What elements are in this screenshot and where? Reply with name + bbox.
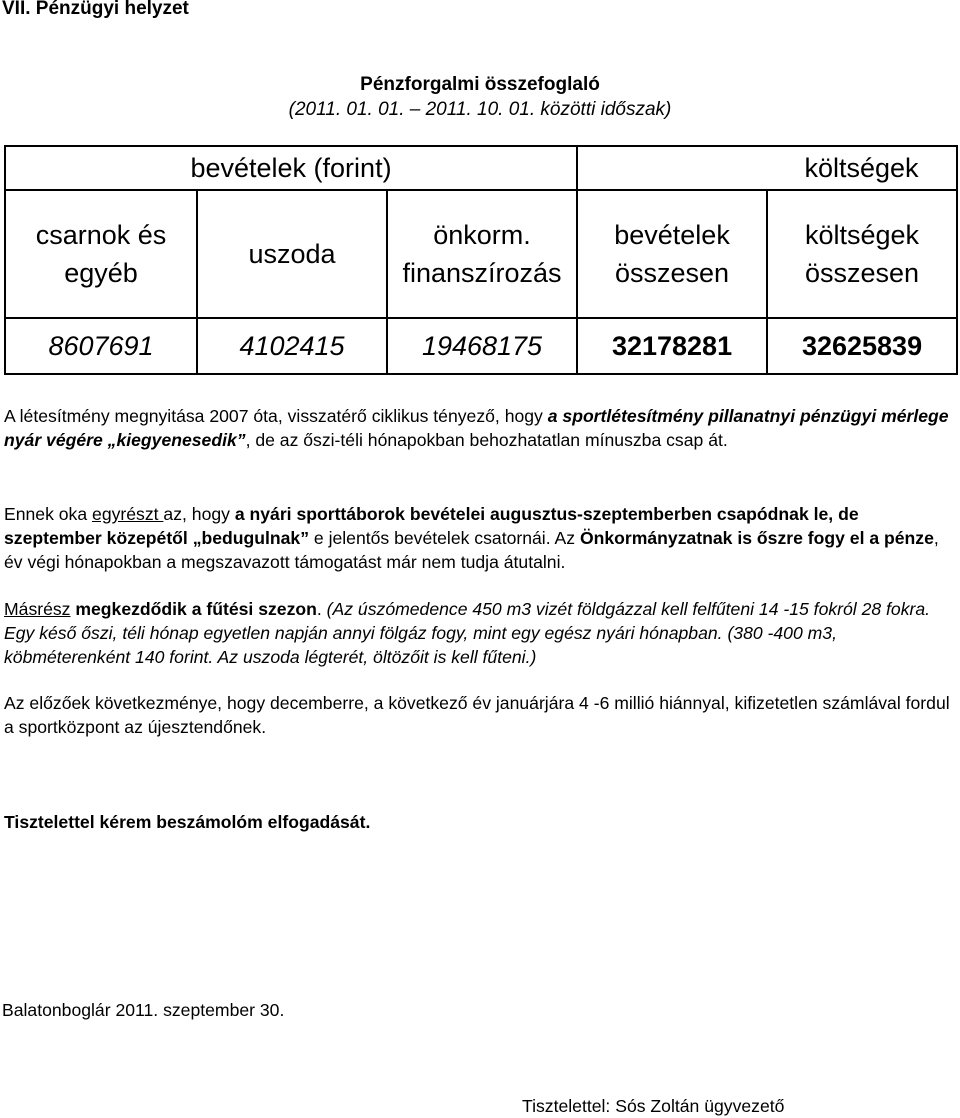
underlined-text: egyrészt bbox=[92, 504, 164, 524]
value-hall: 8607691 bbox=[5, 318, 197, 374]
col-header-gov-line1: önkorm. bbox=[433, 220, 531, 250]
table-row bbox=[5, 318, 957, 374]
col-header-pool: uszoda bbox=[197, 190, 387, 318]
col-header-income-total-line1: bevételek bbox=[614, 220, 730, 250]
text: A létesítmény megnyitása 2007 óta, visszatérő ciklikus tényező, hogy bbox=[4, 406, 548, 426]
emphasis: a nyári sporttáborok bevételei augusztus-szeptemberben csapódnak le, de szeptember közepétől „bedugulnak” bbox=[4, 504, 859, 548]
empty-cell bbox=[577, 146, 767, 190]
col-header-hall-line2: egyéb bbox=[64, 258, 138, 288]
text: , de az őszi-téli hónapokban behozhatatlan mínuszba csap át. bbox=[245, 430, 728, 450]
paragraph-cycle bbox=[4, 404, 956, 452]
value-pool: 4102415 bbox=[197, 318, 387, 374]
col-header-gov bbox=[387, 190, 577, 318]
summary-period: (2011. 01. 01. – 2011. 10. 01. közötti időszak) bbox=[288, 99, 672, 120]
italic-note: (Az úszómedence 450 m3 vizét földgázzal kell felfűteni 14 -15 fokról 28 fokra. Egy késő őszi, téli hónap egyetlen napján annyi fölgáz fogy, mint egy egész nyári hónapban. (380 -400 m3, köbméterenként 140 forint. Az uszoda légterét, öltözőit is kell fűteni.) bbox=[4, 599, 931, 667]
emphasis: megkezdődik a fűtési szezon bbox=[75, 599, 317, 619]
col-header-cost-total-line1: költségek bbox=[804, 220, 920, 250]
col-header-hall bbox=[5, 190, 197, 318]
value-income-total: 32178281 bbox=[577, 318, 767, 374]
cashflow-table bbox=[4, 145, 958, 375]
emphasis: a sportlétesítmény pillanatnyi pénzügyi mérlege nyár végére „kiegyenesedik” bbox=[4, 406, 949, 450]
text: az, hogy bbox=[163, 504, 235, 524]
value-gov: 19468175 bbox=[387, 318, 577, 374]
paragraph-consequence: Az előzőek következménye, hogy decemberre, a következő év januárjára 4 -6 millió hiánnyal, kifizetetlen számlával fordul a sportközpont az újesztendőnek. bbox=[4, 693, 950, 737]
emphasis: Önkormányzatnak is őszre fogy el a pénze bbox=[579, 528, 934, 548]
text: Ennek oka bbox=[4, 504, 93, 524]
section-heading: VII. Pénzügyi helyzet bbox=[2, 0, 189, 19]
col-header-cost-total-line2: összesen bbox=[804, 258, 920, 288]
col-header-gov-line2: finanszírozás bbox=[402, 258, 562, 288]
closing-request: Tisztelettel kérem beszámolóm elfogadását. bbox=[4, 812, 371, 832]
table-row bbox=[5, 190, 957, 318]
paragraph-heating bbox=[4, 597, 956, 669]
underlined-text: Másrész bbox=[4, 599, 71, 619]
col-header-income-total bbox=[577, 190, 767, 318]
text: e jelentős bevételek csatornái. Az bbox=[309, 528, 580, 548]
col-header-income-total-line2: összesen bbox=[614, 258, 730, 288]
signature: Tisztelettel: Sós Zoltán ügyvezető bbox=[522, 1096, 785, 1116]
value-cost-total: 32625839 bbox=[767, 318, 957, 374]
income-group-header: bevételek (forint) bbox=[5, 146, 577, 190]
col-header-cost-total bbox=[767, 190, 957, 318]
col-header-hall-line1: csarnok és bbox=[35, 220, 167, 250]
place-date: Balatonboglár 2011. szeptember 30. bbox=[2, 1000, 285, 1020]
text: , év végi hónapokban a megszavazott támogatást már nem tudja átutalni. bbox=[4, 528, 939, 572]
paragraph-reason bbox=[4, 502, 956, 574]
table-row bbox=[5, 146, 957, 190]
costs-group-header: költségek bbox=[767, 146, 957, 190]
summary-title: Pénzforgalmi összefoglaló bbox=[360, 74, 600, 95]
text: . bbox=[316, 599, 327, 619]
